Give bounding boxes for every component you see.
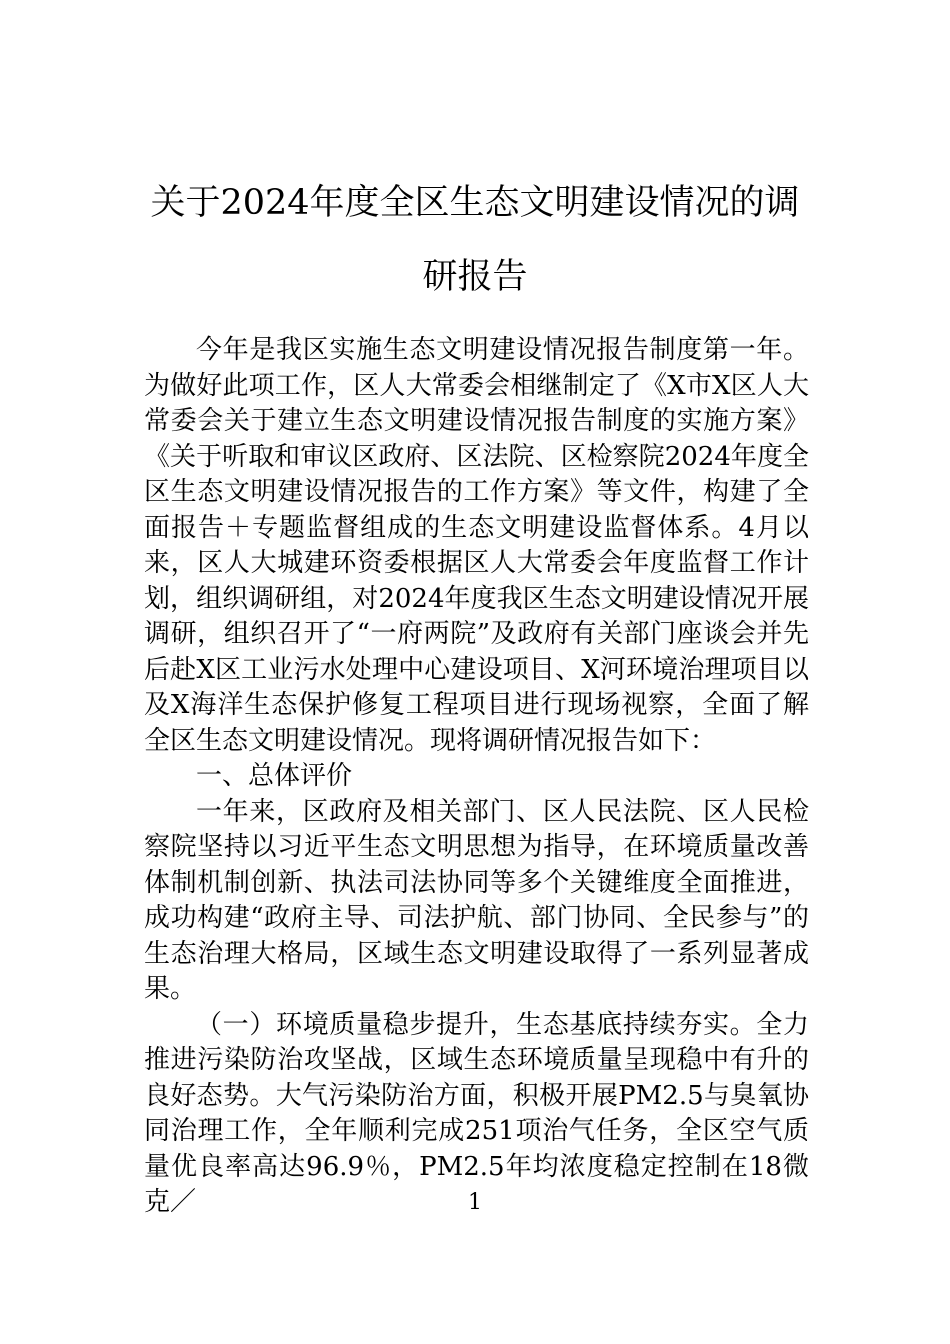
report-title: 关于2024年度全区生态文明建设情况的调研报告 xyxy=(150,183,800,297)
environment-quality-paragraph: （一）环境质量稳步提升，生态基底持续夯实。全力推进污染防治攻坚战，区域生态环境质量呈现稳中有升的良好态势。大气污染防治方面，积极开展PM2.5与臭氧协同治理工作，全年顺利完成251项治气任务，全区空气质量优良率高达96.9％，PM2.5年均浓度稳定控制在18微克／ xyxy=(144,1009,809,1217)
report-body xyxy=(144,333,809,1221)
intro-paragraph: 今年是我区实施生态文明建设情况报告制度第一年。为做好此项工作，区人大常委会相继制定了《X市X区人大常委会关于建立生态文明建设情况报告制度的实施方案》《关于听取和审议区政府、区法院、区检察院2024年度全区生态文明建设情况报告的工作方案》等文件，构建了全面报告＋专题监督组成的生态文明建设监督体系。4月以来，区人大城建环资委根据区人大常委会年度监督工作计划，组织调研组，对2024年度我区生态文明建设情况开展调研，组织召开了“一府两院”及政府有关部门座谈会并先后赴X区工业污水处理中心建设项目、X河环境治理项目以及X海洋生态保护修复工程项目进行现场视察，全面了解全区生态文明建设情况。现将调研情况报告如下： xyxy=(144,335,809,756)
overall-evaluation-paragraph: 一年来，区政府及相关部门、区人民法院、区人民检察院坚持以习近平生态文明思想为指导，在环境质量改善体制机制创新、执法司法协同等多个关键维度全面推进，成功构建“政府主导、司法护航、部门协同、全民参与”的生态治理大格局，区域生态文明建设取得了一系列显著成果。 xyxy=(144,796,809,1004)
section-heading-overall-evaluation: 一、总体评价 xyxy=(196,761,353,791)
page-number: 1 xyxy=(468,1190,482,1215)
